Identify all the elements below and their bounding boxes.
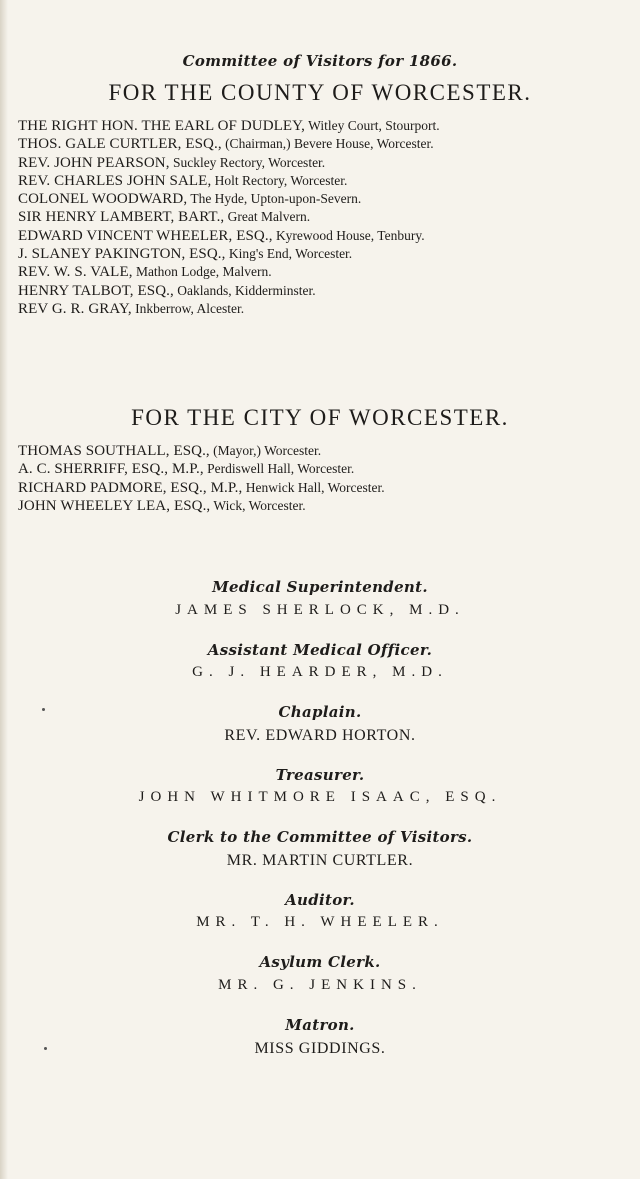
list-item: A. C. SHERRIFF, ESQ., M.P., Perdiswell Hall, Worcester. xyxy=(18,461,355,478)
officer-name-auditor: MR. T. H. WHEELER. xyxy=(196,914,444,930)
list-item: JOHN WHEELEY LEA, ESQ., Wick, Worcester. xyxy=(18,497,306,514)
list-item: RICHARD PADMORE, ESQ., M.P., Henwick Hall, Worcester. xyxy=(18,479,385,496)
list-item: REV. W. S. VALE, Mathon Lodge, Malvern. xyxy=(18,264,272,281)
city-heading: FOR THE CITY OF WORCESTER. xyxy=(131,405,509,430)
officer-title-assistant-medical-officer: Assistant Medical Officer. xyxy=(207,641,433,659)
officer-name-treasurer: JOHN WHITMORE ISAAC, ESQ. xyxy=(138,789,502,805)
list-item: COLONEL WOODWARD, The Hyde, Upton-upon-Severn. xyxy=(18,191,362,208)
officer-name-assistant-medical-officer: G. J. HEARDER, M.D. xyxy=(192,664,448,680)
officer-title-auditor: Auditor. xyxy=(285,891,355,909)
officer-name-matron: MISS GIDDINGS. xyxy=(254,1040,386,1057)
city-member-list xyxy=(18,442,634,515)
officer-title-matron: Matron. xyxy=(285,1016,355,1034)
page-title: Committee of Visitors for 1866. xyxy=(182,52,458,70)
officer-name-medical-superintendent: JAMES SHERLOCK, M.D. xyxy=(175,602,465,618)
officer-title-chaplain: Chaplain. xyxy=(278,703,362,721)
list-item: REV. CHARLES JOHN SALE, Holt Rectory, Worcester. xyxy=(18,172,348,189)
officer-name-clerk-to-committee: MR. MARTIN CURTLER. xyxy=(226,852,414,869)
list-item: J. SLANEY PAKINGTON, ESQ., King's End, Worcester. xyxy=(18,246,353,263)
officer-title-medical-superintendent: Medical Superintendent. xyxy=(212,578,428,596)
county-heading: FOR THE COUNTY OF WORCESTER. xyxy=(108,80,532,105)
list-item: EDWARD VINCENT WHEELER, ESQ., Kyrewood House, Tenbury. xyxy=(18,227,425,244)
officer-title-treasurer: Treasurer. xyxy=(275,766,365,784)
list-item: THE RIGHT HON. THE EARL OF DUDLEY, Witley Court, Stourport. xyxy=(18,118,440,134)
list-item: THOMAS SOUTHALL, ESQ., (Mayor,) Worcester. xyxy=(18,443,322,459)
officer-title-clerk-to-committee: Clerk to the Committee of Visitors. xyxy=(167,828,473,846)
list-item: THOS. GALE CURTLER, ESQ., (Chairman,) Bevere House, Worcester. xyxy=(18,136,434,153)
officer-name-asylum-clerk: MR. G. JENKINS. xyxy=(218,977,422,993)
ink-speck xyxy=(44,1047,47,1050)
list-item: REV. JOHN PEARSON, Suckley Rectory, Worcester. xyxy=(18,154,326,171)
list-item: HENRY TALBOT, ESQ., Oaklands, Kidderminster. xyxy=(18,282,316,299)
list-item: SIR HENRY LAMBERT, BART., Great Malvern. xyxy=(18,209,311,226)
county-member-list xyxy=(18,117,634,318)
officer-name-chaplain: REV. EDWARD HORTON. xyxy=(224,727,416,744)
list-item: REV G. R. GRAY, Inkberrow, Alcester. xyxy=(18,300,245,317)
officer-title-asylum-clerk: Asylum Clerk. xyxy=(259,953,381,971)
